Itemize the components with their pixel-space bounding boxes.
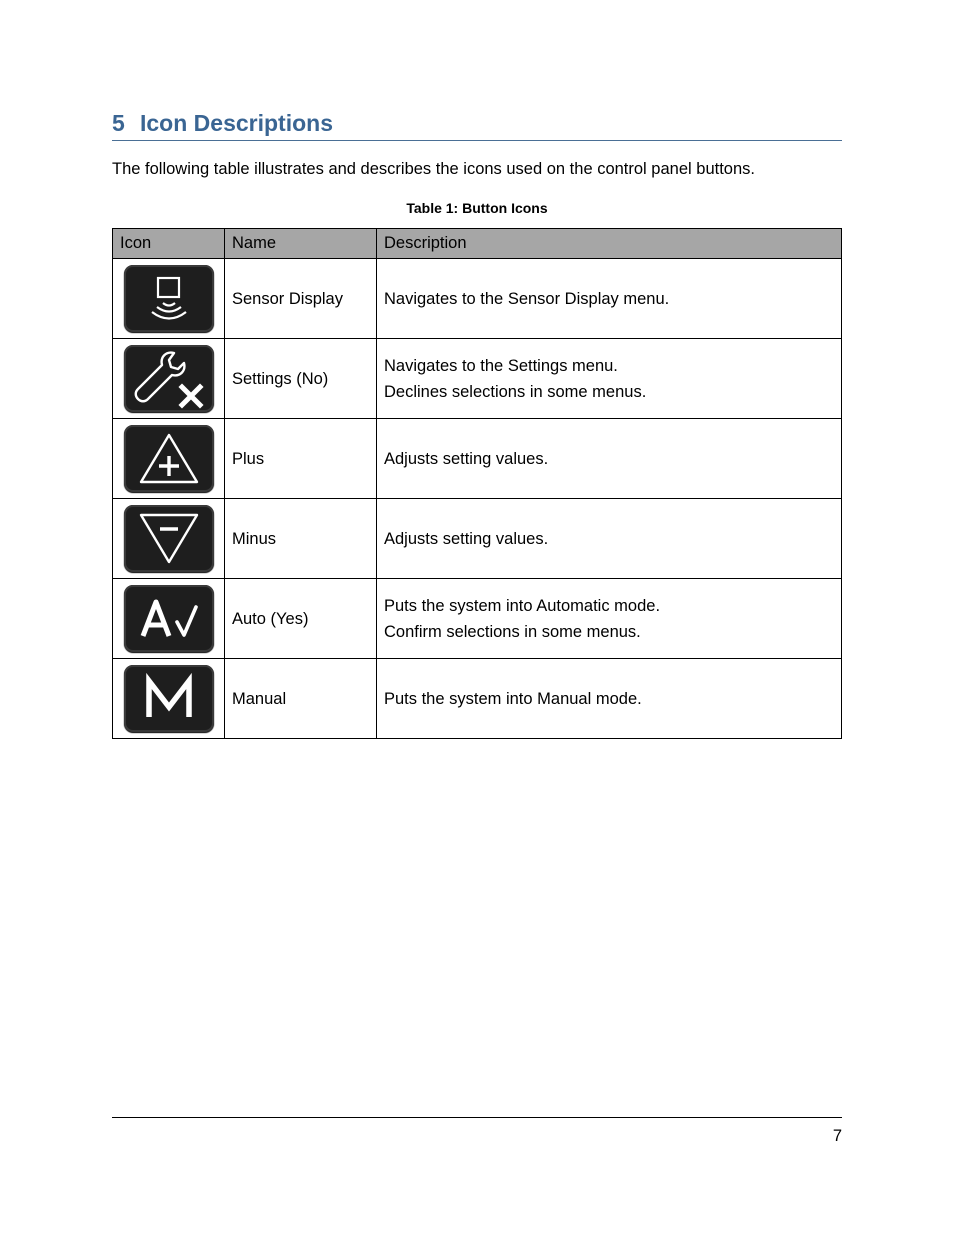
row-description: Navigates to the Sensor Display menu. [377, 259, 842, 339]
row-name: Sensor Display [225, 259, 377, 339]
footer-divider [112, 1117, 842, 1118]
table-header-row [113, 229, 842, 259]
row-description: Puts the system into Manual mode. [377, 659, 842, 739]
minus-icon [124, 505, 214, 572]
row-name: Auto (Yes) [225, 579, 377, 659]
manual-icon [124, 665, 214, 732]
auto-yes-icon [124, 585, 214, 652]
table-row [113, 339, 842, 419]
row-description: Adjusts setting values. [377, 419, 842, 499]
table-row [113, 659, 842, 739]
sensor-display-icon [124, 265, 214, 332]
row-description: Adjusts setting values. [377, 499, 842, 579]
section-number: 5 [112, 110, 125, 136]
table-caption: Table 1: Button Icons [406, 200, 548, 216]
settings-no-icon [124, 345, 214, 412]
section-title: Icon Descriptions [140, 110, 333, 136]
table-row [113, 579, 842, 659]
row-name: Manual [225, 659, 377, 739]
table-row [113, 499, 842, 579]
plus-icon [124, 425, 214, 492]
page-number: 7 [832, 1127, 842, 1145]
row-description: Navigates to the Settings menu. Declines selections in some menus. [377, 339, 842, 419]
header-description: Description [377, 229, 842, 259]
button-icons-table [112, 228, 842, 739]
table-row [113, 419, 842, 499]
header-name: Name [225, 229, 377, 259]
row-name: Minus [225, 499, 377, 579]
intro-paragraph: The following table illustrates and describes the icons used on the control panel buttons. [112, 160, 755, 178]
section-heading [112, 108, 842, 141]
table-row [113, 259, 842, 339]
row-name: Plus [225, 419, 377, 499]
row-name: Settings (No) [225, 339, 377, 419]
header-icon: Icon [113, 229, 225, 259]
row-description: Puts the system into Automatic mode. Confirm selections in some menus. [377, 579, 842, 659]
